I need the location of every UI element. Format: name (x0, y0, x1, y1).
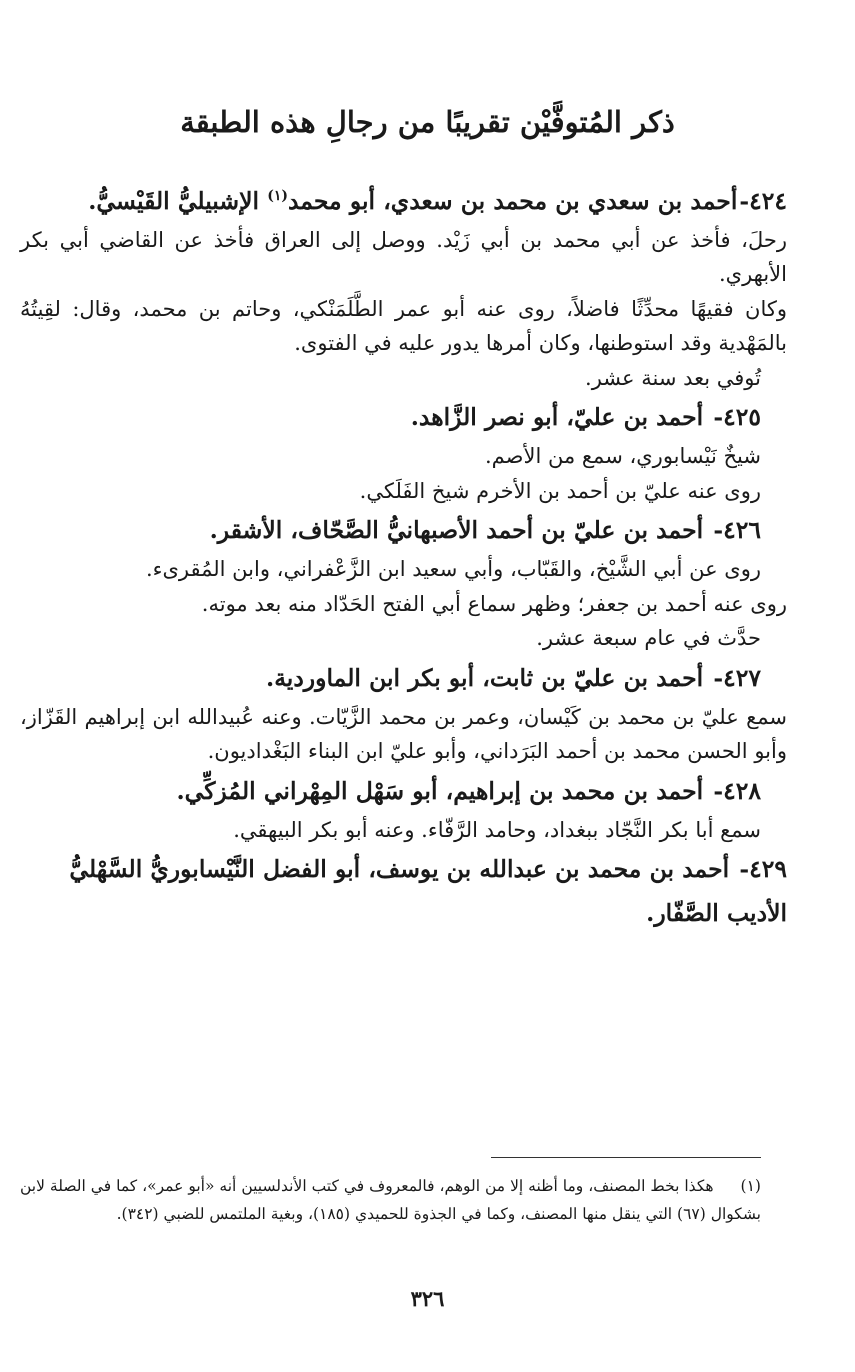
page-number: ٣٢٦ (410, 1286, 445, 1311)
entry-number: ٤٢٥- (713, 403, 761, 432)
entry-heading (20, 847, 787, 935)
entry-paragraph: روى عنه عليّ بن أحمد بن الأخرم شيخ الفَلَكي. (359, 478, 761, 503)
footnote-mark: (١) (740, 1177, 761, 1195)
entry-name: أحمد بن سعدي بن محمد بن سعدي، أبو محمد (287, 186, 738, 215)
entry-paragraph: روى عنه أحمد بن جعفر؛ وظهر سماع أبي الفتح الحَدّاد منه بعد موته. (201, 591, 787, 616)
entry-paragraph: تُوفي بعد سنة عشر. (585, 365, 761, 390)
entry-paragraph: سمع عليّ بن محمد بن كَيْسان، وعمر بن محمد الزَّيّات. وعنه عُبيدالله ابن إبراهيم القَزّاز، وأبو الحسن محمد بن أحمد البَرَداني، وأبو عليّ ابن البناء البَغْداديون. (20, 704, 787, 764)
entry-heading (20, 395, 761, 439)
entry-heading (20, 769, 761, 813)
entries-body (20, 174, 787, 935)
entry-paragraph: وكان فقيهًا محدِّثًا فاضلاً، روى عنه أبو عمر الطَّلَمَنْكي، وحاتم بن محمد، وقال: لقِيتُهُ بالمَهْدية وقد استوطنها، وكان أمرها يدور عليه في الفتوى. (20, 296, 787, 356)
entry-number: ٤٢٤- (739, 186, 787, 215)
entry-paragraph: رحلَ، فأخذ عن أبي محمد بن أبي زَيْد. ووصل إلى العراق فأخذ عن القاضي أبي بكر الأبهري. (20, 227, 787, 287)
entry-paragraph: سمع أبا بكر النَّجّاد ببغداد، وحامد الرَّفّاء. وعنه أبو بكر البيهقي. (233, 817, 761, 842)
footnote-divider (491, 1157, 761, 1158)
entry-paragraph: روى عن أبي الشَّيْخ، والقَبّاب، وأبي سعيد ابن الزَّعْفراني، وابن المُقرىء. (145, 557, 761, 582)
entry-paragraph: حدَّث في عام سبعة عشر. (536, 626, 761, 651)
footnote-reference[interactable]: (١) (267, 188, 288, 204)
footnote (20, 1172, 761, 1228)
entry-heading (20, 174, 787, 223)
entry-name: أحمد بن عليّ بن أحمد الأصبهانيُّ الصَّحّاف، الأشقر. (209, 516, 704, 545)
entry-name-tail: الإشبيليُّ القَيْسيُّ. (88, 186, 268, 215)
entry-name: أحمد بن عليّ، أبو نصر الزَّاهد. (410, 403, 704, 432)
entry-heading (20, 656, 761, 700)
entry-paragraph: شيخٌ نَيْسابوري، سمع من الأصم. (485, 444, 761, 469)
entry-number: ٤٢٩- (739, 855, 787, 884)
entry-number: ٤٢٨- (713, 776, 761, 805)
entry-name: أحمد بن محمد بن عبدالله بن يوسف، أبو الفضل النَّيْسابوريُّ السَّهْليُّ الأديب الصَّفّار. (69, 855, 787, 928)
entry-number: ٤٢٦- (713, 516, 761, 545)
entry-name: أحمد بن عليّ بن ثابت، أبو بكر ابن الماوردية. (266, 663, 704, 692)
section-title: ذكر المُتوفَّيْن تقريبًا من رجالِ هذه الطبقة (180, 105, 675, 139)
entry-number: ٤٢٧- (713, 663, 761, 692)
footnote-text: هكذا بخط المصنف، وما أظنه إلا من الوهم، فالمعروف في كتب الأندلسيين أنه «أبو عمر»، كما في الصلة لابن بشكوال (٦٧) التي ينقل منها المصنف، وكما في الجذوة للحميدي (١٨٥)، وبغية الملتمس للضبي (٣٤٢). (20, 1177, 761, 1223)
entry-name: أحمد بن محمد بن إبراهيم، أبو سَهْل المِهْراني المُزكِّي. (176, 776, 704, 805)
entry-heading (20, 508, 761, 552)
